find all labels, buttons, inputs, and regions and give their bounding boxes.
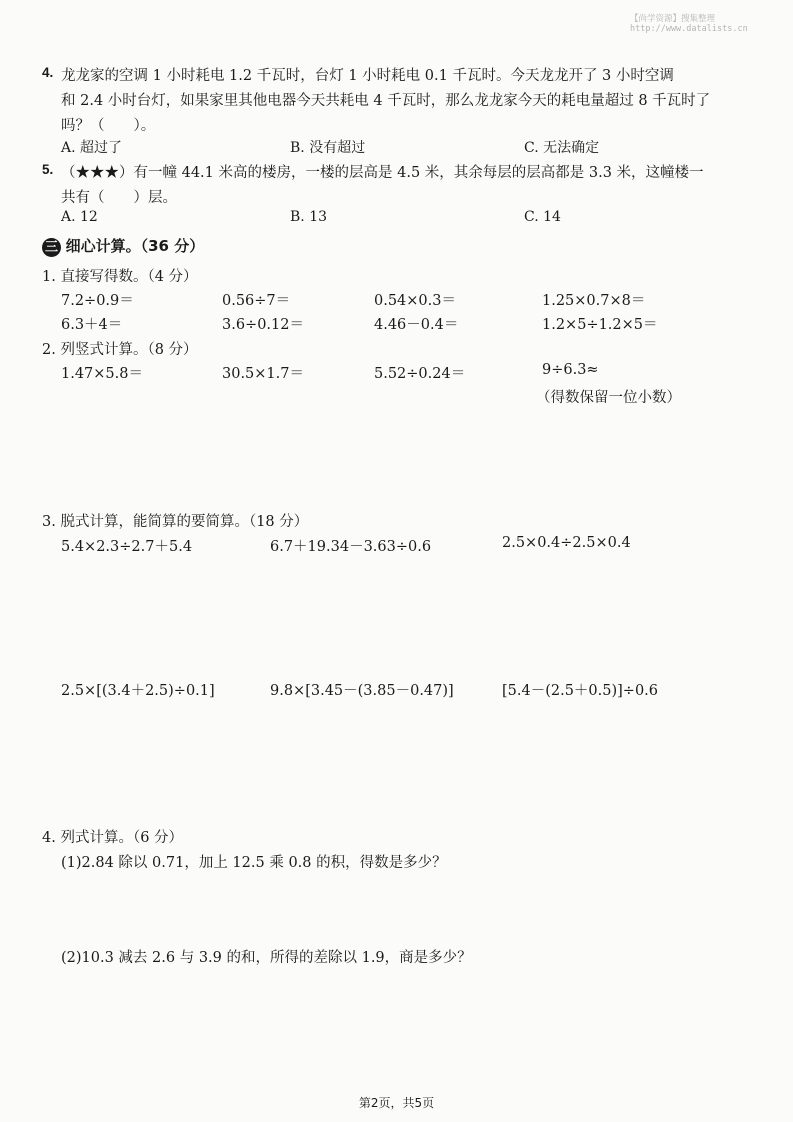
vertical-calc-item: 9÷6.3≈ [542, 362, 599, 378]
stepwise-calc-item: 9.8×[3.45－(3.85－0.47)] [270, 683, 454, 699]
question-5-option-b: B. 13 [290, 209, 328, 225]
oral-calc-item: 7.2÷0.9＝ [61, 293, 134, 309]
vertical-calc-item: 1.47×5.8＝ [61, 366, 143, 382]
question-5-option-c: C. 14 [524, 209, 561, 225]
question-4-line-3: 吗？（ ）。 [61, 118, 156, 134]
oral-calc-item: 6.3＋4＝ [61, 317, 123, 333]
word-problem-1: (1)2.84 除以 0.71，加上 12.5 乘 0.8 的积，得数是多少？ [61, 855, 447, 871]
vertical-calc-item: 5.52÷0.24＝ [374, 366, 466, 382]
question-4-option-b: B. 没有超过 [290, 140, 366, 156]
oral-calc-item: 1.25×0.7×8＝ [542, 293, 646, 309]
section-badge: 三 [42, 238, 61, 257]
page-number: 第2页，共5页 [358, 1096, 435, 1110]
stepwise-calc-item: 2.5×[(3.4＋2.5)÷0.1] [61, 683, 215, 699]
part-1-title: 1. 直接写得数。（4 分） [42, 269, 198, 285]
question-5-number: 5. [42, 162, 54, 177]
watermark-text: 【尚学资源】搜集整理 [630, 14, 716, 24]
stepwise-calc-item: [5.4－(2.5＋0.5)]÷0.6 [502, 683, 659, 699]
question-5-option-a: A. 12 [61, 209, 98, 225]
oral-calc-item: 0.54×0.3＝ [374, 293, 456, 309]
question-5-line-2: 共有（ ）层。 [61, 190, 177, 206]
question-4-option-c: C. 无法确定 [524, 140, 600, 156]
part-4-title: 4. 列式计算。（6 分） [42, 830, 184, 846]
part-2-title: 2. 列竖式计算。（8 分） [42, 342, 198, 358]
watermark-url: http://www.datalists.cn [630, 24, 748, 34]
section-title: 细心计算。（36 分） [65, 237, 205, 255]
word-problem-2: (2)10.3 减去 2.6 与 3.9 的和，所得的差除以 1.9，商是多少？ [61, 950, 472, 966]
oral-calc-item: 1.2×5÷1.2×5＝ [542, 317, 658, 333]
question-4-line-2: 和 2.4 小时台灯，如果家里其他电器今天共耗电 4 千瓦时，那么龙龙家今天的耗电量超过 8 千瓦时了 [61, 93, 711, 109]
stepwise-calc-item: 2.5×0.4÷2.5×0.4 [502, 535, 631, 551]
stepwise-calc-item: 6.7＋19.34－3.63÷0.6 [270, 539, 432, 555]
section-3-header [42, 235, 204, 257]
oral-calc-item: 4.46－0.4＝ [374, 317, 459, 333]
question-4-number: 4. [42, 65, 54, 80]
oral-calc-item: 0.56÷7＝ [222, 293, 291, 309]
question-5-line-1: （★★★）有一幢 44.1 米高的楼房，一楼的层高是 4.5 米，其余每层的层高都是 3.3 米，这幢楼一 [61, 165, 704, 181]
question-4-option-a: A. 超过了 [61, 140, 123, 156]
question-4-line-1: 龙龙家的空调 1 小时耗电 1.2 千瓦时，台灯 1 小时耗电 0.1 千瓦时。今天龙龙开了 3 小时空调 [61, 68, 674, 84]
stepwise-calc-item: 5.4×2.3÷2.7＋5.4 [61, 539, 193, 555]
vertical-calc-item: 30.5×1.7＝ [222, 366, 304, 382]
rounding-note: （得数保留一位小数） [536, 390, 681, 406]
oral-calc-item: 3.6÷0.12＝ [222, 317, 304, 333]
part-3-title: 3. 脱式计算，能简算的要简算。（18 分） [42, 514, 309, 530]
